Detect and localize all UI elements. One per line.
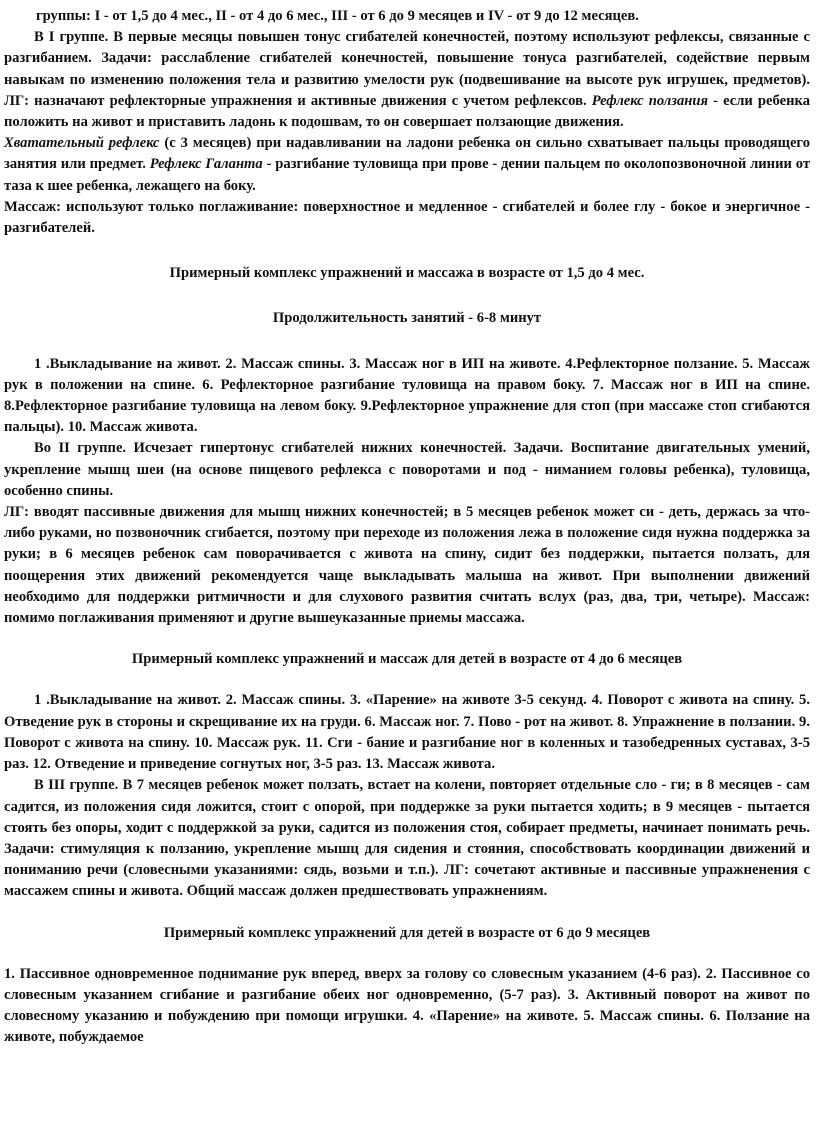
group2-lg: ЛГ: вводят пассивные движения для мышц нижних конечностей; в 5 месяцев ребенок может си - деть, держась за что-либо руками, но позвоночник сгибается, поэтому при переходе из положения лежа в положение сидя нужна поддержка за руки; в 6 месяцев ребенок сам поворачивается с живота на спину, сидит без поддержки, пытается ползать, для поощерения этих движений рекомендуется чаще выкладывать малыша на живот. При выполнении движений необходимо для поддержки ритмичности и для слухового развития считать вслух (раз, два, три, четыре). Массаж: помимо поглаживания применяют и другие вышеуказанные приемы массажа. xyxy=(4,504,810,627)
group3-exercise-list: 1. Пассивное одновременное поднимание рук вперед, вверх за голову со словесным указанием (4-6 раз). 2. Пассивное со словесным указанием сгибание и разгибание обеих ног одновременно, (5-7 раз). 3. Активный поворот на живот по словесному указанию и побуждению при помощи игрушки. 4. «Парение» на животе. 5. Массаж спины. 6. Ползание на животе, побуждаемое xyxy=(4,965,810,1046)
galant-reflex-text: - разгибание туловища при прове - дении пальцем по околопозвоночной линии от таза к шее ребенка, лежащего на боку. xyxy=(4,156,810,194)
crawling-reflex-term: Рефлекс ползания xyxy=(591,92,708,109)
galant-reflex-term: Рефлекс Галанта xyxy=(149,156,263,173)
grasp-reflex-term: Хватательный рефлекс xyxy=(4,135,160,152)
group2-complex-heading: Примерный комплекс упражнений и массаж для детей в возрасте от 4 до 6 месяцев xyxy=(131,651,683,668)
group2-exercise-list: 1 .Выкладывание на живот. 2. Массаж спины. 3. «Парение» на животе 3-5 секунд. 4. Поворот с живота на спину. 5. Отведение рук в стороны и скрещивание их на груди. 6. Массаж ног. 7. Пово - рот на живот. 8. Упражнение в ползании. 9. Поворот с живота на спину. 10. Массаж рук. 11. Сги - бание и разгибание ног в коленных и тазобедренных суставах, 3-5 раз. 12. Отведение и приведение согнутых ног, 3-5 раз. 13. Массаж живота. xyxy=(4,692,810,773)
group1-complex-heading: Примерный комплекс упражнений и массажа в возрасте от 1,5 до 4 мес. xyxy=(169,265,645,282)
group3-complex-heading: Примерный комплекс упражнений для детей в возрасте от 6 до 9 месяцев xyxy=(163,924,651,941)
group1-duration: Продолжительность занятий - 6-8 минут xyxy=(272,310,542,327)
group2-intro: Во II группе. Исчезает гипертонус сгибателей нижних конечностей. Задачи. Воспитание двигательных умений, укрепление мышц шеи (на основе пищевого рефлекса с поворотами и под - ниманием головы ребенка), туловища, особенно спины. xyxy=(4,440,810,499)
group1-massage: Массаж: используют только поглаживание: поверхностное и медленное - сгибателей и более глу - бокое и энергичное - разгибателей. xyxy=(4,198,810,237)
crawling-reflex-text: - если ребенка положить на живот и приставить ладонь к подошвам, то он совершает ползающие движения. xyxy=(4,92,810,131)
grasp-reflex-text: (с 3 месяцев) при надавливании на ладони ребенка он сильно схватывает пальцы проводящего занятия или предмет. xyxy=(4,135,810,173)
grasp-reflex-paragraph xyxy=(4,133,810,197)
group3-intro: В III группе. В 7 месяцев ребенок может ползать, встает на колени, повторяет отдельные сло - ги; в 8 месяцев - сам садится, из положения сидя ложится, стоит с опорой, при поддержке за руки пытается ходить; в 9 месяцев - пытается стоять без опоры, ходит с поддержкой за руки, садится из положения стоя, собирает предметы, начинает понимать речь. Задачи: стимуляция к ползанию, укрепление мышц для сидения и стояния, способствовать координации движений и пониманию речи (словесными указаниями: сядь, возьми и т.п.). ЛГ: сочетают активные и пассивные упражненения с массажем спины и живота. Общий массаж должен предшествовать упражнениям. xyxy=(4,777,810,900)
group1-intro: В I группе. В первые месяцы повышен тонус сгибателей конечностей, поэтому используют рефлексы, связанные с разгибанием. Задачи: расслабление сгибателей конечностей, повышение тонуса разгибателей, содействие первым навыкам по изменению положения тела и развитию умелости рук (подвешивание на высоте рук игрушек, предметов). ЛГ: назначают рефлекторные упражнения и активные движения с учетом рефлексов. xyxy=(4,29,810,109)
group-ranges-line: группы: I - от 1,5 до 4 мес., II - от 4 до 6 мес., III - от 6 до 9 месяцев и IV - от 9 до 12 месяцев. xyxy=(36,8,639,24)
group1-exercise-list: 1 .Выкладывание на живот. 2. Массаж спины. 3. Массаж ног в ИП на животе. 4.Рефлекторное ползание. 5. Массаж рук в положении на спине. 6. Рефлекторное разгибание туловища на правом боку. 7. Массаж ног в ИП на спине. 8.Рефлекторное разгибание туловища на левом боку. 9.Рефлекторное упражнение для стоп (при массаже стоп сгибаются пальцы). 10. Массаж живота. xyxy=(4,355,810,436)
group1-paragraph xyxy=(4,27,810,133)
